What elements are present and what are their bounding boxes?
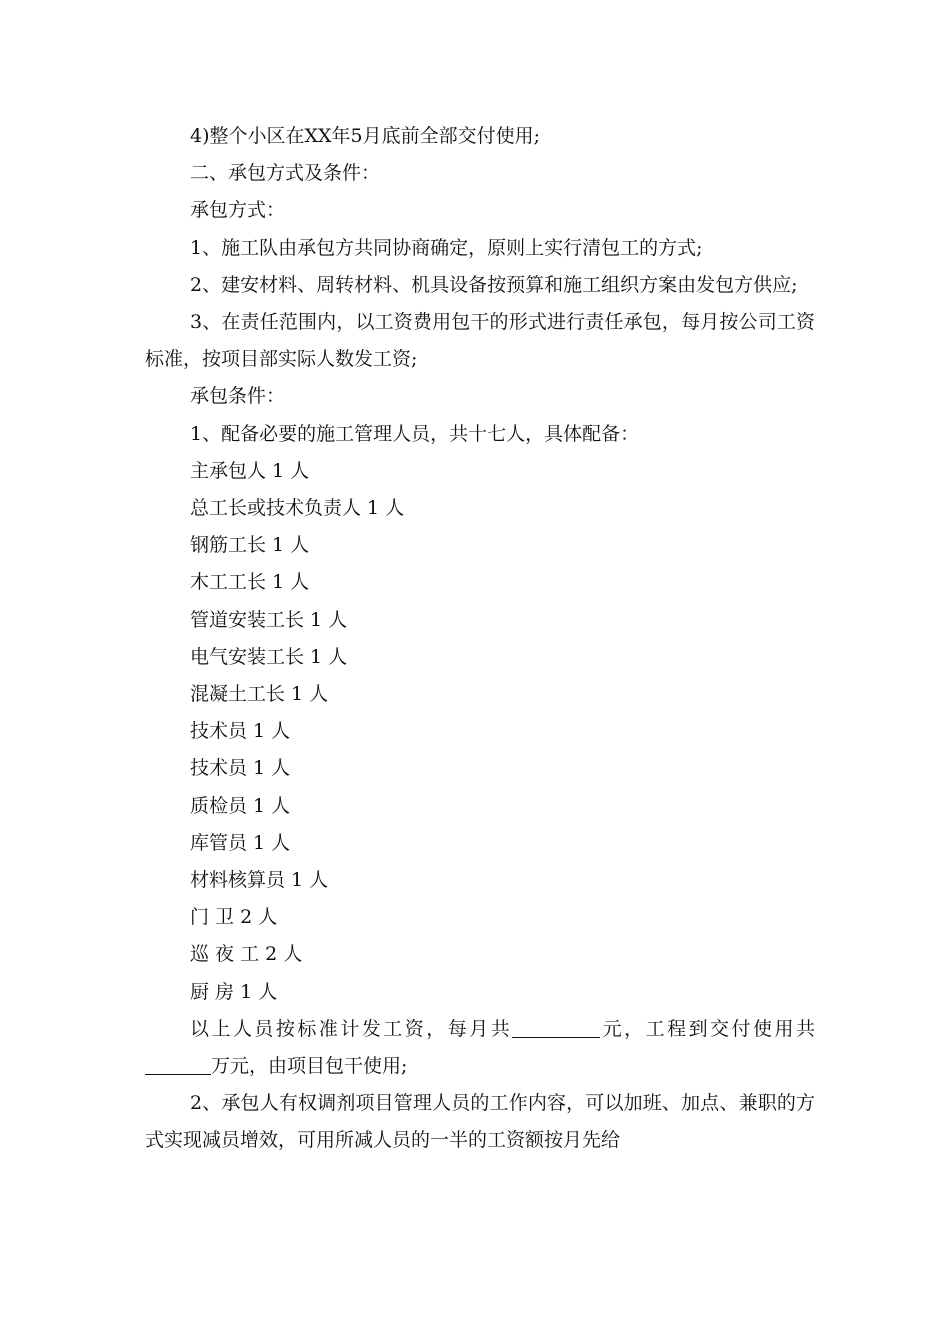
subheading-contract-method: 承包方式： [190,199,286,222]
staff-list-item: 库管员 1 人 [190,831,291,854]
salary-text-part1: 以上人员按标准计发工资，每月共 [190,1017,513,1040]
staff-list-item: 技术员 1 人 [190,757,291,780]
staff-list-item: 门 卫 2 人 [190,906,278,929]
subheading-contract-conditions: 承包条件： [190,385,286,408]
staff-list-item: 巡 夜 工 2 人 [190,943,303,966]
staff-list-item: 质检员 1 人 [190,794,291,817]
section-heading-contract-terms: 二、承包方式及条件： [190,162,381,185]
document-body [145,118,815,1160]
staff-list-item: 电气安装工长 1 人 [190,645,348,668]
paragraph-conditions-2: 2、承包人有权调剂项目管理人员的工作内容，可以加班、加点、兼职的方式实现减员增效，可用所减人员的一半的工资额按月先给 [145,1092,815,1152]
staff-list-item: 总工长或技术负责人 1 人 [190,497,405,520]
paragraph-delivery-deadline: 4)整个小区在XX年5月底前全部交付使用; [190,125,541,147]
staff-list-item: 钢筋工长 1 人 [190,534,310,557]
staff-list-item: 管道安装工长 1 人 [190,608,348,631]
paragraph-method-2: 2、建安材料、周转材料、机具设备按预算和施工组织方案由发包方供应; [190,273,798,296]
salary-text-part2: 元，工程到交付使用共 [600,1017,815,1040]
paragraph-method-3: 3、在责任范围内，以工资费用包干的形式进行责任承包，每月按公司工资标准，按项目部实际人数发工资; [145,311,815,371]
salary-text-part3: 万元，由项目包干使用; [211,1055,408,1078]
staff-list-item: 混凝土工长 1 人 [190,683,329,706]
staff-list-item: 主承包人 1 人 [190,459,310,482]
total-amount-blank [145,1052,211,1075]
paragraph-method-1: 1、施工队由承包方共同协商确定，原则上实行清包工的方式; [190,236,703,259]
staff-list-item: 技术员 1 人 [190,720,291,743]
staff-list-item: 厨 房 1 人 [190,980,278,1003]
monthly-amount-blank [512,1015,600,1038]
paragraph-conditions-1: 1、配备必要的施工管理人员，共十七人，具体配备： [190,422,640,445]
staff-list-item: 木工工长 1 人 [190,571,310,594]
staff-list-item: 材料核算员 1 人 [190,869,329,892]
paragraph-salary-total [145,1011,815,1085]
